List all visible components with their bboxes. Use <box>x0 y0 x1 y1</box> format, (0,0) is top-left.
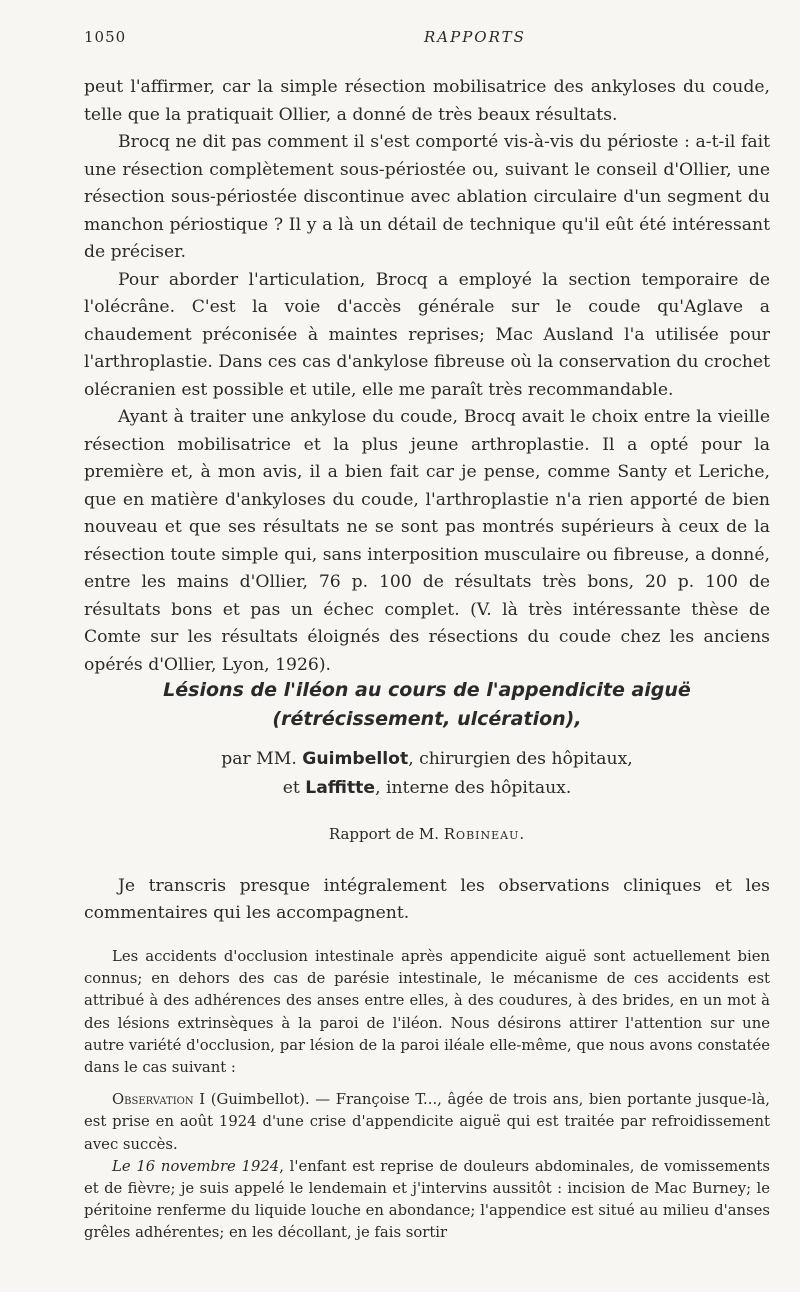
observation-paragraph <box>84 1089 770 1156</box>
article-body <box>84 946 770 1245</box>
article-title <box>84 676 770 734</box>
author-role: , chirurgien des hôpitaux, <box>408 749 633 769</box>
author-role: , interne des hôpitaux. <box>375 778 572 798</box>
intro-paragraph: Je transcris presque intégralement les observations cliniques et les commentaires qui les accompagnent. <box>84 876 770 923</box>
authors-conjunction: et <box>282 778 300 798</box>
author-name: Guimbellot <box>302 749 409 769</box>
report-by-line <box>84 823 770 845</box>
observation-text: (Guimbellot). — Françoise T..., âgée de trois ans, bien portante jusque-là, est prise en août 1924 d'une crise d'appendicite aiguë qui est traitée par refroidissement avec succès. <box>84 1091 770 1153</box>
article-authors <box>84 745 770 803</box>
paragraph <box>84 1156 770 1245</box>
paragraph: Les accidents d'occlusion intestinale après appendicite aiguë sont actuellement bien connus; en dehors des cas de parésie intestinale, le mécanisme de ces accidents est attribué à des adhérences des anses entre elles, à des coudures, à des brides, en un mot à des lésions extrinsèques à la paroi de l'iléon. Nous désirons attirer l'attention sur une autre variété d'occlusion, par lésion de la paroi iléale elle-même, que nous avons constatée dans le cas suivant : <box>84 948 770 1077</box>
observation-label: Observation I <box>112 1091 206 1109</box>
authors-prefix: par MM. <box>221 749 297 769</box>
page-number: 1050 <box>84 28 127 46</box>
rapporteur-name: Robineau. <box>443 825 526 843</box>
running-title: RAPPORTS <box>424 28 526 46</box>
author-name: Laffitte <box>305 778 376 798</box>
title-subline: (rétrécissement, ulcération), <box>272 708 582 730</box>
paragraph: Ayant à traiter une ankylose du coude, Brocq avait le choix entre la vieille résection mobilisatrice et la plus jeune arthroplastie. Il a opté pour la première et, à mon avis, il a bien fait car je pense, comme Santy et Leriche, que en matière d'ankyloses du coude, l'arthroplastie n'a rien apporté de bien nouveau et que ses résultats ne se sont pas montrés supérieurs à ceux de la résection toute simple qui, sans interposition musculaire ou fibreuse, a donné, entre les mains d'Ollier, 76 p. 100 de résultats très bons, 20 p. 100 de résultats bons et pas un échec complet. (V. là très intéressante thèse de Comte sur les résultats éloignés des résections du coude chez les anciens opérés d'Ollier, Lyon, 1926). <box>84 407 770 675</box>
paragraph: Brocq ne dit pas comment il s'est comporté vis-à-vis du périoste : a-t-il fait une résection complètement sous-périostée ou, suivant le conseil d'Ollier, une résection sous-périostée discontinue avec ablation circulaire d'un segment du manchon périostique ? Il y a là un détail de technique qu'il eût été intéressant de préciser. <box>84 132 770 262</box>
page-header <box>84 28 768 52</box>
rapport-prefix: Rapport de M. <box>328 825 439 843</box>
paragraph: Pour aborder l'articulation, Brocq a employé la section temporaire de l'olécrâne. C'est la voie d'accès générale sur le coude qu'Aglave a chaudement préconisée à maintes reprises; Mac Ausland l'a utilisée pour l'arthroplastie. Dans ces cas d'ankylose fibreuse où la conservation du crochet olécranien est possible et utile, elle me paraît très recommandable. <box>84 269 770 400</box>
title-line: Lésions de l'iléon au cours de l'appendicite aiguë <box>163 679 691 701</box>
paragraph: peut l'affirmer, car la simple résection mobilisatrice des ankyloses du coude, telle que la pratiquait Ollier, a donné de très beaux résultats. <box>84 77 770 125</box>
paragraph-text: , l'enfant est reprise de douleurs abdominales, de vomissements et de fièvre; je suis appelé le lendemain et j'intervins aussitôt : incision de Mac Burney; le péritoine renferme du liquide louche en abondance; l'appendice est situé au milieu d'anses grêles adhérentes; en les décollant, je fais sortir <box>84 1157 770 1242</box>
previous-report-continuation <box>84 74 770 679</box>
date-italic: Le 16 novembre 1924 <box>112 1157 280 1175</box>
